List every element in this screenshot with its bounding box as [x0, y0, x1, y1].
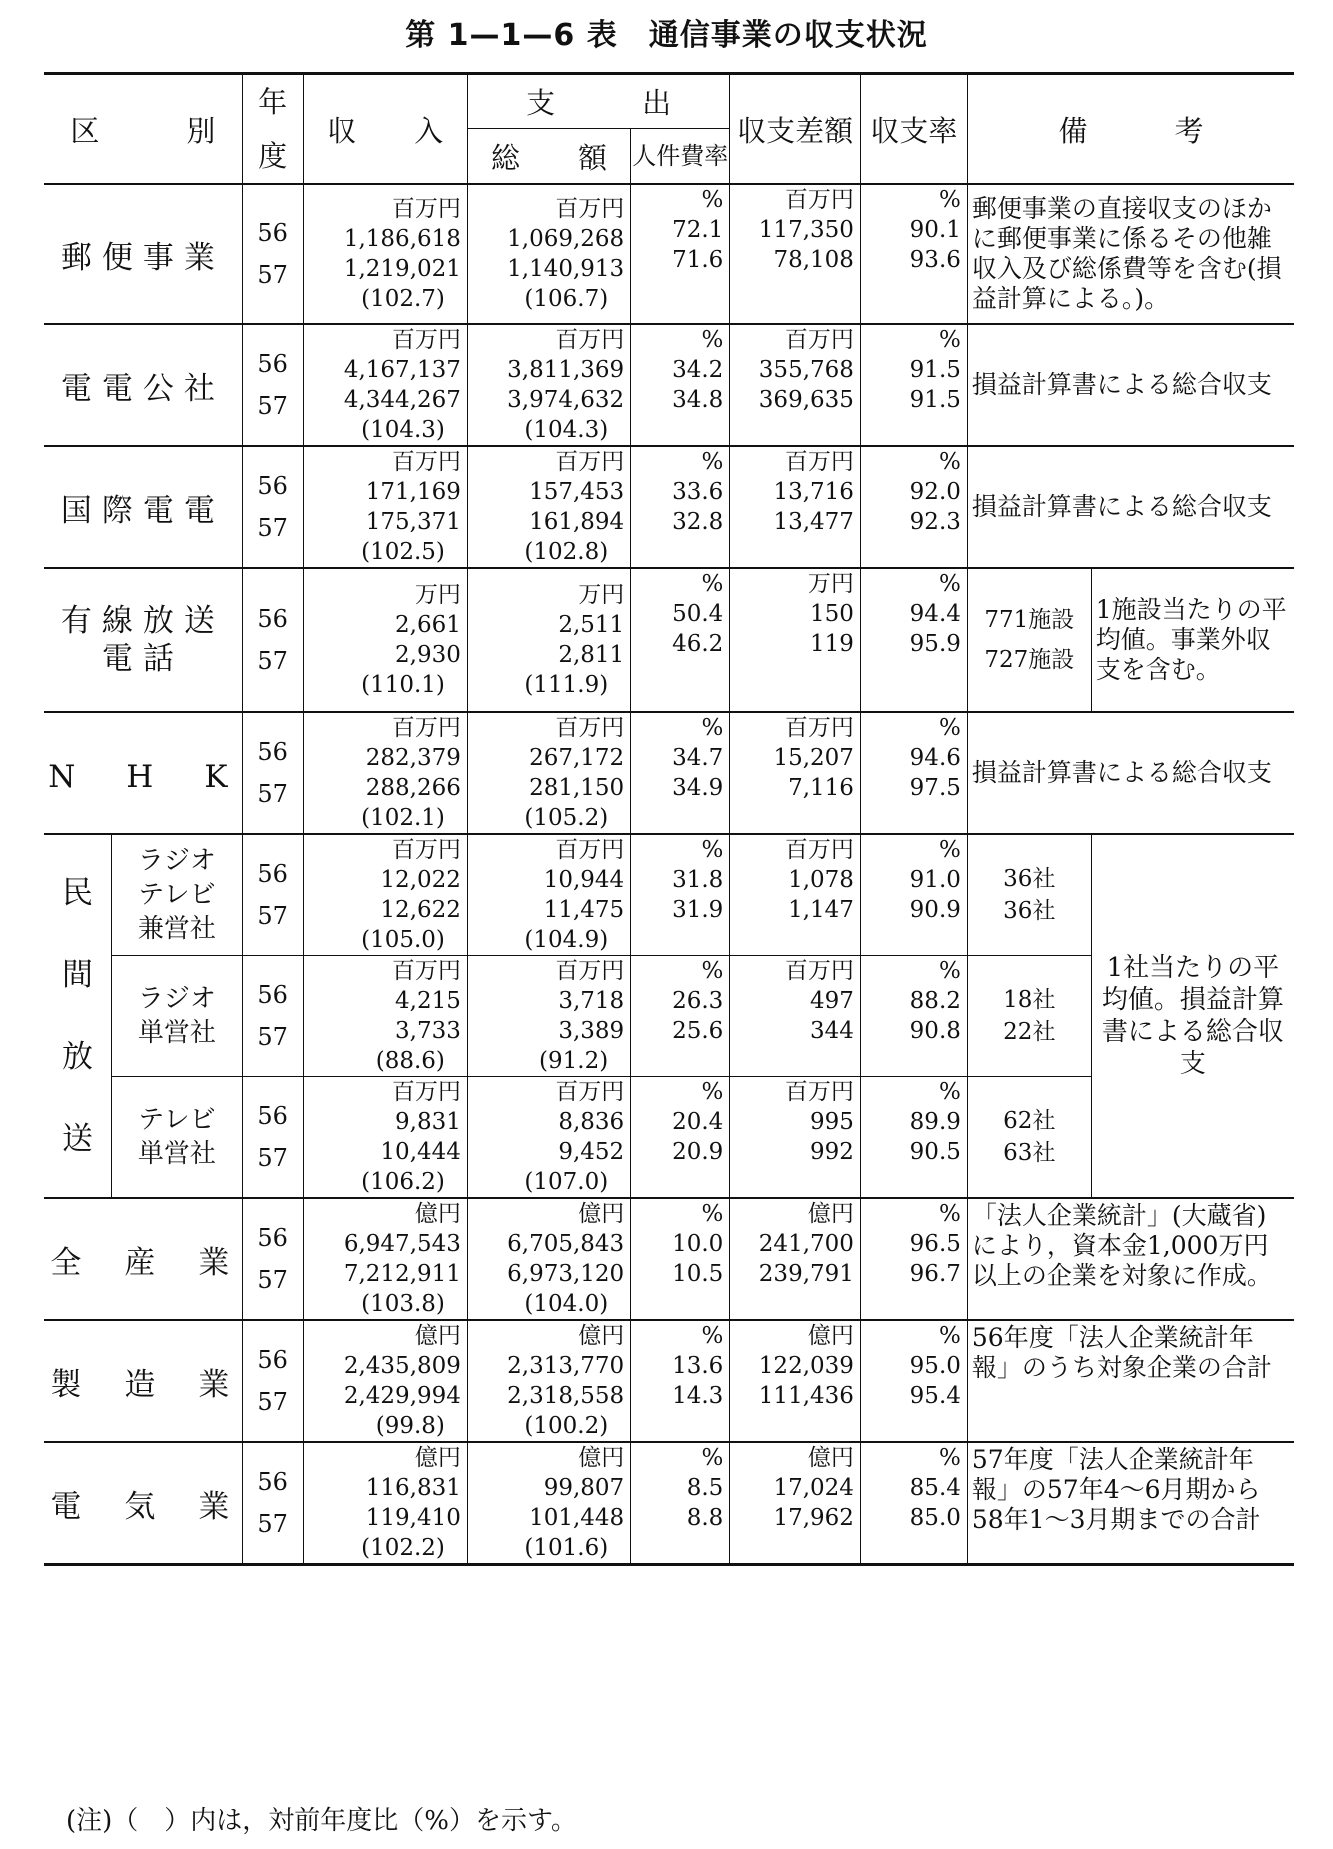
- table-row: 郵便事業 56 57 百万円 1,186,618 1,219,021 (102.7) 百万円 1,069,268 1,140,913 (106.7) % 72.1 71.6 百万円 117,350 78,108 % 90.1 93.6 郵便事業の直接収支のほかに郵便事業に係るその他雑収入及び総係費等を含む(損益計算による。)。: [44, 184, 1294, 324]
- table-row: 全 産 業 56 57 億円 6,947,543 7,212,911 (103.8) 億円 6,705,843 6,973,120 (104.0) % 10.0 10.5 億円 241,700 239,791 % 96.5 96.7 「法人企業統計」(大蔵省)により，資本金1,000万円以上の企業を対象に作成。: [44, 1198, 1294, 1320]
- header-category: 区 別: [70, 113, 216, 148]
- header-expense: 支 出: [467, 74, 729, 129]
- company-count: 62社 63社: [967, 1077, 1091, 1199]
- table-row: 国際電電 56 57 百万円 171,169 175,371 (102.5) 百万円 157,453 161,894 (102.8) % 33.6 32.8 百万円 13,716 13,477 % 92.0 92.3 損益計算書による総合収支: [44, 446, 1294, 568]
- row-name: N H K: [48, 758, 238, 795]
- row-name: 全 産 業: [50, 1244, 236, 1281]
- facility-count: 771施設 727施設: [967, 568, 1091, 712]
- table-row: 民 間 放 送 ラジオ テレビ 兼営社 56 57 百万円 12,022 12,622 (105.0) 百万円 10,944 11,475 (104.9) % 31.8 31.9 百万円 1,078 1,147 % 91.0 90.9 36社 36社 1社当たりの平均値。損益計算書による総合収支: [44, 834, 1294, 956]
- row-name: ラジオ 単営社: [112, 956, 243, 1077]
- industry-remark-c: 57年度「法人企業統計年報」の57年4～6月期から58年1～3月期までの合計: [967, 1442, 1294, 1565]
- row-name: 電 気 業: [50, 1488, 236, 1525]
- row-name: ラジオ テレビ 兼営社: [112, 834, 243, 956]
- header-year: 年 度: [242, 74, 303, 185]
- finance-table: [44, 72, 1294, 1566]
- table-row: 電電公社 56 57 百万円 4,167,137 4,344,267 (104.3) 百万円 3,811,369 3,974,632 (104.3) % 34.2 34.8 百万円 355,768 369,635 % 91.5 91.5 損益計算書による総合収支: [44, 324, 1294, 446]
- row-name: 電電公社: [60, 370, 225, 407]
- table-row: 電 気 業 56 57 億円 116,831 119,410 (102.2) 億円 99,807 101,448 (101.6) % 8.5 8.8 億円 17,024 17,962 % 85.4 85.0 57年度「法人企業統計年報」の57年4～6月期から58年1～3月期までの合計: [44, 1442, 1294, 1565]
- row-name: 有線放送電話: [60, 603, 225, 677]
- private-broadcasting-remark: 1社当たりの平均値。損益計算書による総合収支: [1091, 834, 1294, 1198]
- company-count: 18社 22社: [967, 956, 1091, 1077]
- row-name: テレビ 単営社: [112, 1077, 243, 1199]
- row-name: 製 造 業: [50, 1366, 236, 1403]
- table-title: 第 1—1—6 表 通信事業の収支状況: [405, 18, 928, 53]
- company-count: 36社 36社: [967, 834, 1091, 956]
- header-balance: 収支差額: [730, 74, 861, 185]
- private-broadcasting-label: 民 間 放 送: [62, 875, 94, 1157]
- table-row: 有線放送電話 56 57 万円 2,661 2,930 (110.1) 万円 2,511 2,811 (111.9) % 50.4 46.2 万円 150 119 % 94.4 95.9 771施設 727施設 1施設当たりの平均値。事業外収支を含む。: [44, 568, 1294, 712]
- header-personnel-rate: 人件費率: [631, 129, 730, 184]
- header-ratio: 収支率: [860, 74, 967, 185]
- header-remarks: 備 考: [967, 74, 1294, 185]
- industry-remark-b: 56年度「法人企業統計年報」のうち対象企業の合計: [967, 1320, 1294, 1442]
- row-remark: 損益計算書による総合収支: [967, 712, 1294, 834]
- table-row: 製 造 業 56 57 億円 2,435,809 2,429,994 (99.8) 億円 2,313,770 2,318,558 (100.2) % 13.6 14.3 億円 122,039 111,436 % 95.0 95.4 56年度「法人企業統計年報」のうち対象企業の合計: [44, 1320, 1294, 1442]
- footnote: (注)（ ）内は，対前年度比（%）を示す。: [66, 1806, 577, 1836]
- row-remark: 損益計算書による総合収支: [967, 324, 1294, 446]
- row-remark: 1施設当たりの平均値。事業外収支を含む。: [1091, 568, 1294, 712]
- table-row: テレビ 単営社 56 57 百万円 9,831 10,444 (106.2) 百万円 8,836 9,452 (107.0) % 20.4 20.9 百万円 995 992 % 89.9 90.5 62社 63社: [44, 1077, 1294, 1199]
- header-income: 収 入: [303, 74, 467, 185]
- row-remark: 損益計算書による総合収支: [967, 446, 1294, 568]
- row-name: 郵便事業: [60, 239, 225, 276]
- table-row: ラジオ 単営社 56 57 百万円 4,215 3,733 (88.6) 百万円 3,718 3,389 (91.2) % 26.3 25.6 百万円 497 344 % 88.2 90.8 18社 22社: [44, 956, 1294, 1077]
- industry-remark-a: 「法人企業統計」(大蔵省)により，資本金1,000万円以上の企業を対象に作成。: [967, 1198, 1294, 1320]
- header-expense-total: 総 額: [467, 129, 630, 184]
- row-name: 国際電電: [60, 492, 225, 529]
- table-row: N H K 56 57 百万円 282,379 288,266 (102.1) 百万円 267,172 281,150 (105.2) % 34.7 34.9 百万円 15,207 7,116 % 94.6 97.5 損益計算書による総合収支: [44, 712, 1294, 834]
- row-remark: 郵便事業の直接収支のほかに郵便事業に係るその他雑収入及び総係費等を含む(損益計算による。)。: [967, 184, 1294, 324]
